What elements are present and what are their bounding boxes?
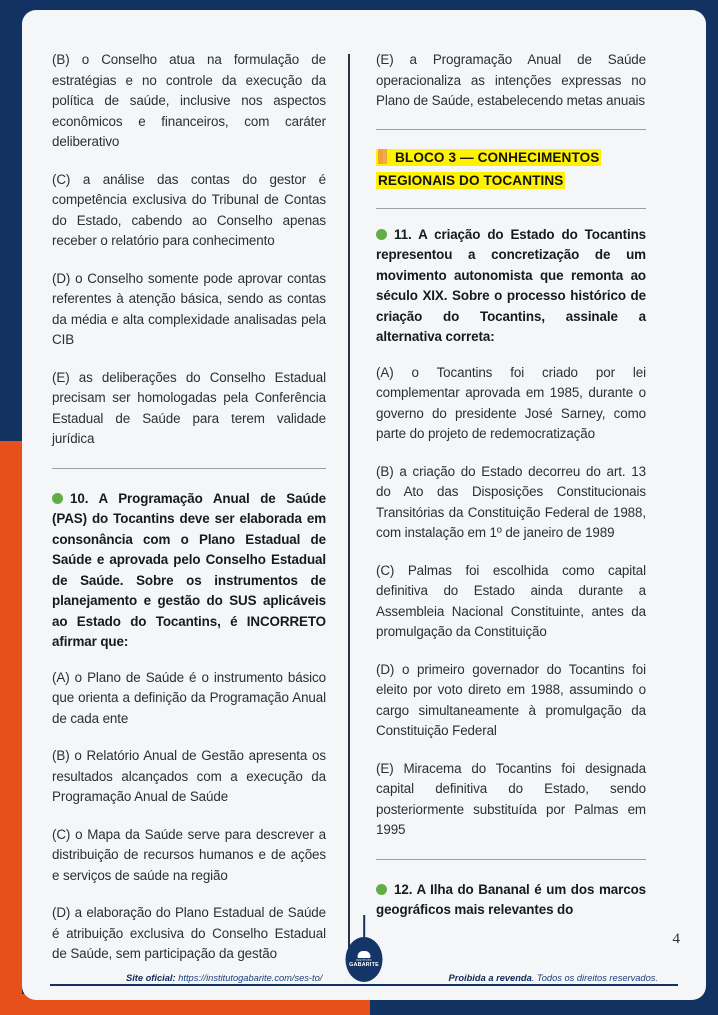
left-edge-navy-accent (0, 0, 22, 441)
question-12-stem (376, 880, 646, 921)
right-column (350, 50, 646, 955)
question-10-alternative-d: (D) a elaboração do Plano Estadual de Saúde é atribuição exclusiva do Conselho Estadual de Saúde, sem participação da gestão (52, 905, 326, 961)
block-3-header (376, 146, 646, 192)
question-10-alternative-c: (C) o Mapa da Saúde serve para descrever a distribuição de recursos humanos e de ações e serviços de saúde na região (52, 826, 326, 883)
block-divider-top (376, 129, 646, 130)
logo-stem (363, 915, 365, 937)
question-11-alternative-c: (C) Palmas foi escolhida como capital definitiva do Estado ainda durante a Assembleia Nacional Constituinte, antes da promulgação da Constituição (376, 562, 646, 639)
block-3-header-highlight (376, 149, 601, 189)
left-column (52, 50, 348, 961)
footer-site-label: Site oficial: (126, 973, 176, 983)
book-icon (378, 149, 387, 164)
footer-site-link[interactable] (126, 973, 322, 983)
footer-site-url: https://institutogabarite.com/ses-to/ (175, 973, 323, 983)
question-10-stem (52, 489, 326, 653)
page-footer (22, 952, 706, 1000)
green-dot-icon (376, 229, 387, 240)
section-divider (52, 468, 326, 469)
left-edge-orange-accent (0, 441, 22, 994)
question-10-alternative-a: (A) o Plano de Saúde é o instrumento básico que orienta a definição da Programação Anual de cada ente (52, 669, 326, 726)
question-11-stem-text: 11. A criação do Estado do Tocantins representou a concretização de um movimento autonomista que remonta ao século XIX. Sobre o processo histórico de criação do Tocantins, assinale a alternativa correta: (376, 226, 646, 344)
page-sheet (22, 10, 706, 1000)
page-number: 4 (672, 931, 680, 947)
logo-brand-label: GABARITE (349, 962, 379, 968)
question-10-alternative-b: (B) o Relatório Anual de Gestão apresenta os resultados alcançados com a execução da Programação Anual de Saúde (52, 748, 326, 804)
footer-notice-bold: Proibida a revenda (448, 973, 532, 983)
green-dot-icon (52, 493, 63, 504)
question-12-stem-text: 12. A Ilha do Bananal é um dos marcos geográficos mais relevantes do (376, 881, 646, 917)
footer-copyright (449, 973, 658, 983)
logo-mark-icon (358, 951, 371, 958)
footer-notice-rest: . Todos os direitos reservados. (531, 973, 658, 983)
alternative-b-carry: (B) o Conselho atua na formulação de estratégias e no controle da execução da política de saúde, inclusive nos aspectos econômicos e financeiros, com caráter deliberativo (52, 52, 326, 149)
footer-rule (50, 984, 678, 986)
alternative-c-carry: (C) a análise das contas do gestor é competência exclusiva do Tribunal de Contas do Estado, cabendo ao Conselho apenas receber o relatório para conhecimento (52, 171, 326, 248)
alternative-d-carry: (D) o Conselho somente pode aprovar contas referentes à atenção básica, sendo as contas da média e alta complexidade analisadas pela CIB (52, 270, 326, 347)
question-10-stem-text: 10. A Programação Anual de Saúde (PAS) do Tocantins deve ser elaborada em consonância com o Plano Estadual de Saúde e aprovada pelo Conselho Estadual de Saúde. Sobre os instrumentos de planejamento e gestão do SUS aplicáveis ao Estado do Tocantins, é INCORRETO afirmar que: (52, 490, 326, 649)
alternative-e-carry: (E) as deliberações do Conselho Estadual precisam ser homologadas pela Conferência Estadual de Saúde para terem validade jurídica (52, 369, 326, 446)
question-9-alternative-e: (E) a Programação Anual de Saúde operacionaliza as intenções expressas no Plano de Saúde, estabelecendo metas anuais (376, 52, 646, 108)
question-11-alternative-a: (A) o Tocantins foi criado por lei complementar aprovada em 1985, durante o governo do presidente José Sarney, como parte do projeto de redemocratização (376, 364, 646, 441)
green-dot-icon (376, 884, 387, 895)
logo-institute-label: INSTITUTO (356, 959, 372, 962)
question-11-alternative-e: (E) Miracema do Tocantins foi designada capital definitiva do Estado, sendo posteriormente substituída por Palmas em 1995 (376, 760, 646, 837)
block-divider-bottom (376, 208, 646, 209)
question-11-stem (376, 225, 646, 348)
gabarite-logo (346, 937, 383, 982)
block-3-header-text: BLOCO 3 — CONHECIMENTOS REGIONAIS DO TOCANTINS (378, 149, 600, 188)
question-11-alternative-d: (D) o primeiro governador do Tocantins foi eleito por voto direto em 1988, assumindo o cargo simultaneamente à promulgação da Constituição Federal (376, 661, 646, 738)
question-12-divider (376, 859, 646, 860)
question-11-alternative-b: (B) a criação do Estado decorreu do art. 13 do Ato das Disposições Constitucionais Transitórias da Constituição Federal de 1988, com instalação em 1º de janeiro de 1989 (376, 463, 646, 540)
